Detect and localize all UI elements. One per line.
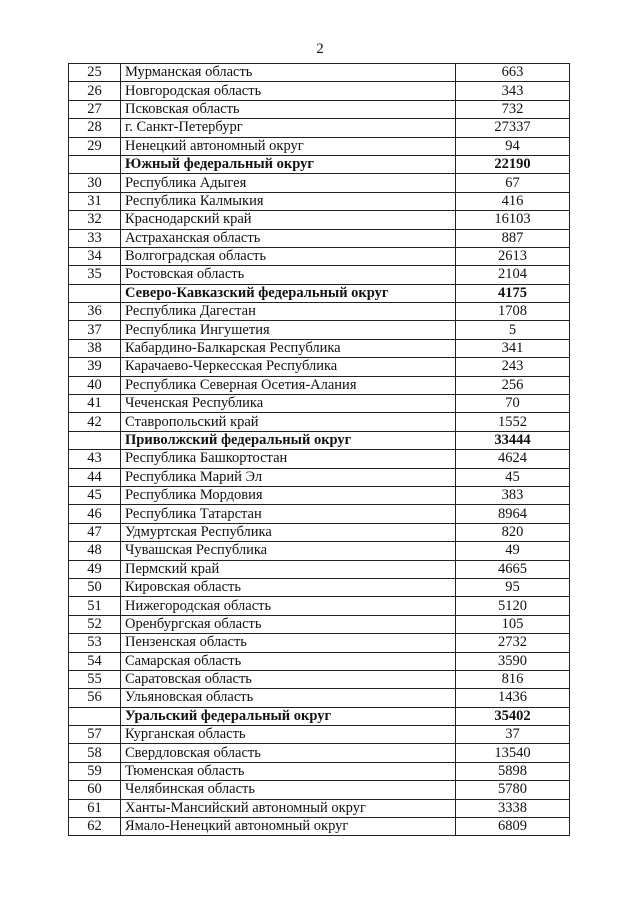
- value-cell: 70: [456, 395, 570, 413]
- district-total-cell: 22190: [456, 155, 570, 173]
- table-row: [69, 689, 570, 707]
- district-row: [69, 707, 570, 725]
- region-name-cell: г. Санкт-Петербург: [121, 119, 456, 137]
- value-cell: 94: [456, 137, 570, 155]
- value-cell: 2732: [456, 634, 570, 652]
- value-cell: 3590: [456, 652, 570, 670]
- table-row: [69, 486, 570, 504]
- value-cell: 1708: [456, 303, 570, 321]
- value-cell: 5780: [456, 781, 570, 799]
- row-number-cell: 48: [69, 542, 121, 560]
- region-name-cell: Республика Северная Осетия-Алания: [121, 376, 456, 394]
- region-name-cell: Новгородская область: [121, 82, 456, 100]
- region-name-cell: Мурманская область: [121, 64, 456, 82]
- value-cell: 3338: [456, 799, 570, 817]
- value-cell: 49: [456, 542, 570, 560]
- value-cell: 8964: [456, 505, 570, 523]
- table-row: [69, 468, 570, 486]
- value-cell: 663: [456, 64, 570, 82]
- district-total-cell: 35402: [456, 707, 570, 725]
- district-total-cell: 33444: [456, 431, 570, 449]
- table-row: [69, 174, 570, 192]
- table-row: [69, 247, 570, 265]
- region-name-cell: Нижегородская область: [121, 597, 456, 615]
- value-cell: 67: [456, 174, 570, 192]
- region-name-cell: Удмуртская Республика: [121, 523, 456, 541]
- district-row: [69, 155, 570, 173]
- value-cell: 16103: [456, 211, 570, 229]
- table-row: [69, 615, 570, 633]
- row-number-cell: [69, 155, 121, 173]
- row-number-cell: 28: [69, 119, 121, 137]
- value-cell: 105: [456, 615, 570, 633]
- row-number-cell: 39: [69, 358, 121, 376]
- row-number-cell: [69, 284, 121, 302]
- table-row: [69, 229, 570, 247]
- table-row: [69, 634, 570, 652]
- table-row: [69, 358, 570, 376]
- region-name-cell: Республика Дагестан: [121, 303, 456, 321]
- table-row: [69, 523, 570, 541]
- region-name-cell: Самарская область: [121, 652, 456, 670]
- district-name-cell: Северо-Кавказский федеральный округ: [121, 284, 456, 302]
- value-cell: 4624: [456, 450, 570, 468]
- row-number-cell: 30: [69, 174, 121, 192]
- row-number-cell: 32: [69, 211, 121, 229]
- region-name-cell: Челябинская область: [121, 781, 456, 799]
- value-cell: 4665: [456, 560, 570, 578]
- region-name-cell: Пермский край: [121, 560, 456, 578]
- value-cell: 5120: [456, 597, 570, 615]
- row-number-cell: [69, 707, 121, 725]
- value-cell: 45: [456, 468, 570, 486]
- regions-table-body: [69, 64, 570, 836]
- value-cell: 416: [456, 192, 570, 210]
- region-name-cell: Республика Марий Эл: [121, 468, 456, 486]
- value-cell: 95: [456, 578, 570, 596]
- region-name-cell: Свердловская область: [121, 744, 456, 762]
- table-row: [69, 211, 570, 229]
- region-name-cell: Краснодарский край: [121, 211, 456, 229]
- table-row: [69, 744, 570, 762]
- region-name-cell: Республика Татарстан: [121, 505, 456, 523]
- region-name-cell: Кировская область: [121, 578, 456, 596]
- table-row: [69, 192, 570, 210]
- table-row: [69, 505, 570, 523]
- table-row: [69, 376, 570, 394]
- row-number-cell: 53: [69, 634, 121, 652]
- row-number-cell: 27: [69, 100, 121, 118]
- table-row: [69, 578, 570, 596]
- row-number-cell: 46: [69, 505, 121, 523]
- region-name-cell: Ямало-Ненецкий автономный округ: [121, 818, 456, 836]
- region-name-cell: Республика Калмыкия: [121, 192, 456, 210]
- region-name-cell: Чувашская Республика: [121, 542, 456, 560]
- row-number-cell: 34: [69, 247, 121, 265]
- value-cell: 887: [456, 229, 570, 247]
- row-number-cell: 54: [69, 652, 121, 670]
- table-row: [69, 652, 570, 670]
- table-row: [69, 395, 570, 413]
- region-name-cell: Кабардино-Балкарская Республика: [121, 339, 456, 357]
- table-row: [69, 64, 570, 82]
- region-name-cell: Саратовская область: [121, 670, 456, 688]
- row-number-cell: 44: [69, 468, 121, 486]
- row-number-cell: 58: [69, 744, 121, 762]
- row-number-cell: 37: [69, 321, 121, 339]
- value-cell: 820: [456, 523, 570, 541]
- value-cell: 5898: [456, 762, 570, 780]
- district-name-cell: Приволжский федеральный округ: [121, 431, 456, 449]
- region-name-cell: Ростовская область: [121, 266, 456, 284]
- page-number: 2: [316, 41, 324, 57]
- region-name-cell: Тюменская область: [121, 762, 456, 780]
- region-name-cell: Республика Мордовия: [121, 486, 456, 504]
- table-row: [69, 726, 570, 744]
- row-number-cell: 50: [69, 578, 121, 596]
- value-cell: 343: [456, 82, 570, 100]
- table-row: [69, 762, 570, 780]
- row-number-cell: 35: [69, 266, 121, 284]
- value-cell: 243: [456, 358, 570, 376]
- table-row: [69, 321, 570, 339]
- region-name-cell: Ставропольский край: [121, 413, 456, 431]
- district-name-cell: Южный федеральный округ: [121, 155, 456, 173]
- value-cell: 383: [456, 486, 570, 504]
- table-row: [69, 670, 570, 688]
- table-row: [69, 413, 570, 431]
- region-name-cell: Псковская область: [121, 100, 456, 118]
- row-number-cell: 59: [69, 762, 121, 780]
- region-name-cell: Карачаево-Черкесская Республика: [121, 358, 456, 376]
- value-cell: 732: [456, 100, 570, 118]
- row-number-cell: 56: [69, 689, 121, 707]
- regions-table: [68, 63, 570, 836]
- value-cell: 1436: [456, 689, 570, 707]
- row-number-cell: 43: [69, 450, 121, 468]
- row-number-cell: 61: [69, 799, 121, 817]
- district-row: [69, 431, 570, 449]
- value-cell: 27337: [456, 119, 570, 137]
- district-row: [69, 284, 570, 302]
- row-number-cell: 31: [69, 192, 121, 210]
- district-name-cell: Уральский федеральный округ: [121, 707, 456, 725]
- region-name-cell: Пензенская область: [121, 634, 456, 652]
- region-name-cell: Ханты-Мансийский автономный округ: [121, 799, 456, 817]
- row-number-cell: 29: [69, 137, 121, 155]
- row-number-cell: 51: [69, 597, 121, 615]
- district-total-cell: 4175: [456, 284, 570, 302]
- region-name-cell: Ульяновская область: [121, 689, 456, 707]
- table-row: [69, 82, 570, 100]
- value-cell: 5: [456, 321, 570, 339]
- value-cell: 6809: [456, 818, 570, 836]
- row-number-cell: 41: [69, 395, 121, 413]
- row-number-cell: 33: [69, 229, 121, 247]
- table-row: [69, 450, 570, 468]
- row-number-cell: 52: [69, 615, 121, 633]
- row-number-cell: 47: [69, 523, 121, 541]
- region-name-cell: Чеченская Республика: [121, 395, 456, 413]
- row-number-cell: 49: [69, 560, 121, 578]
- row-number-cell: 42: [69, 413, 121, 431]
- table-row: [69, 597, 570, 615]
- row-number-cell: 62: [69, 818, 121, 836]
- value-cell: 13540: [456, 744, 570, 762]
- region-name-cell: Республика Ингушетия: [121, 321, 456, 339]
- region-name-cell: Республика Башкортостан: [121, 450, 456, 468]
- row-number-cell: 60: [69, 781, 121, 799]
- table-row: [69, 100, 570, 118]
- value-cell: 1552: [456, 413, 570, 431]
- table-row: [69, 781, 570, 799]
- region-name-cell: Курганская область: [121, 726, 456, 744]
- table-row: [69, 266, 570, 284]
- table-row: [69, 119, 570, 137]
- value-cell: 256: [456, 376, 570, 394]
- region-name-cell: Волгоградская область: [121, 247, 456, 265]
- row-number-cell: [69, 431, 121, 449]
- row-number-cell: 55: [69, 670, 121, 688]
- table-row: [69, 799, 570, 817]
- value-cell: 341: [456, 339, 570, 357]
- row-number-cell: 57: [69, 726, 121, 744]
- table-row: [69, 542, 570, 560]
- row-number-cell: 25: [69, 64, 121, 82]
- row-number-cell: 40: [69, 376, 121, 394]
- value-cell: 816: [456, 670, 570, 688]
- table-row: [69, 818, 570, 836]
- table-row: [69, 560, 570, 578]
- table-row: [69, 303, 570, 321]
- value-cell: 2104: [456, 266, 570, 284]
- table-row: [69, 137, 570, 155]
- row-number-cell: 38: [69, 339, 121, 357]
- table-row: [69, 339, 570, 357]
- value-cell: 2613: [456, 247, 570, 265]
- region-name-cell: Оренбургская область: [121, 615, 456, 633]
- region-name-cell: Республика Адыгея: [121, 174, 456, 192]
- row-number-cell: 36: [69, 303, 121, 321]
- region-name-cell: Ненецкий автономный округ: [121, 137, 456, 155]
- row-number-cell: 45: [69, 486, 121, 504]
- value-cell: 37: [456, 726, 570, 744]
- region-name-cell: Астраханская область: [121, 229, 456, 247]
- row-number-cell: 26: [69, 82, 121, 100]
